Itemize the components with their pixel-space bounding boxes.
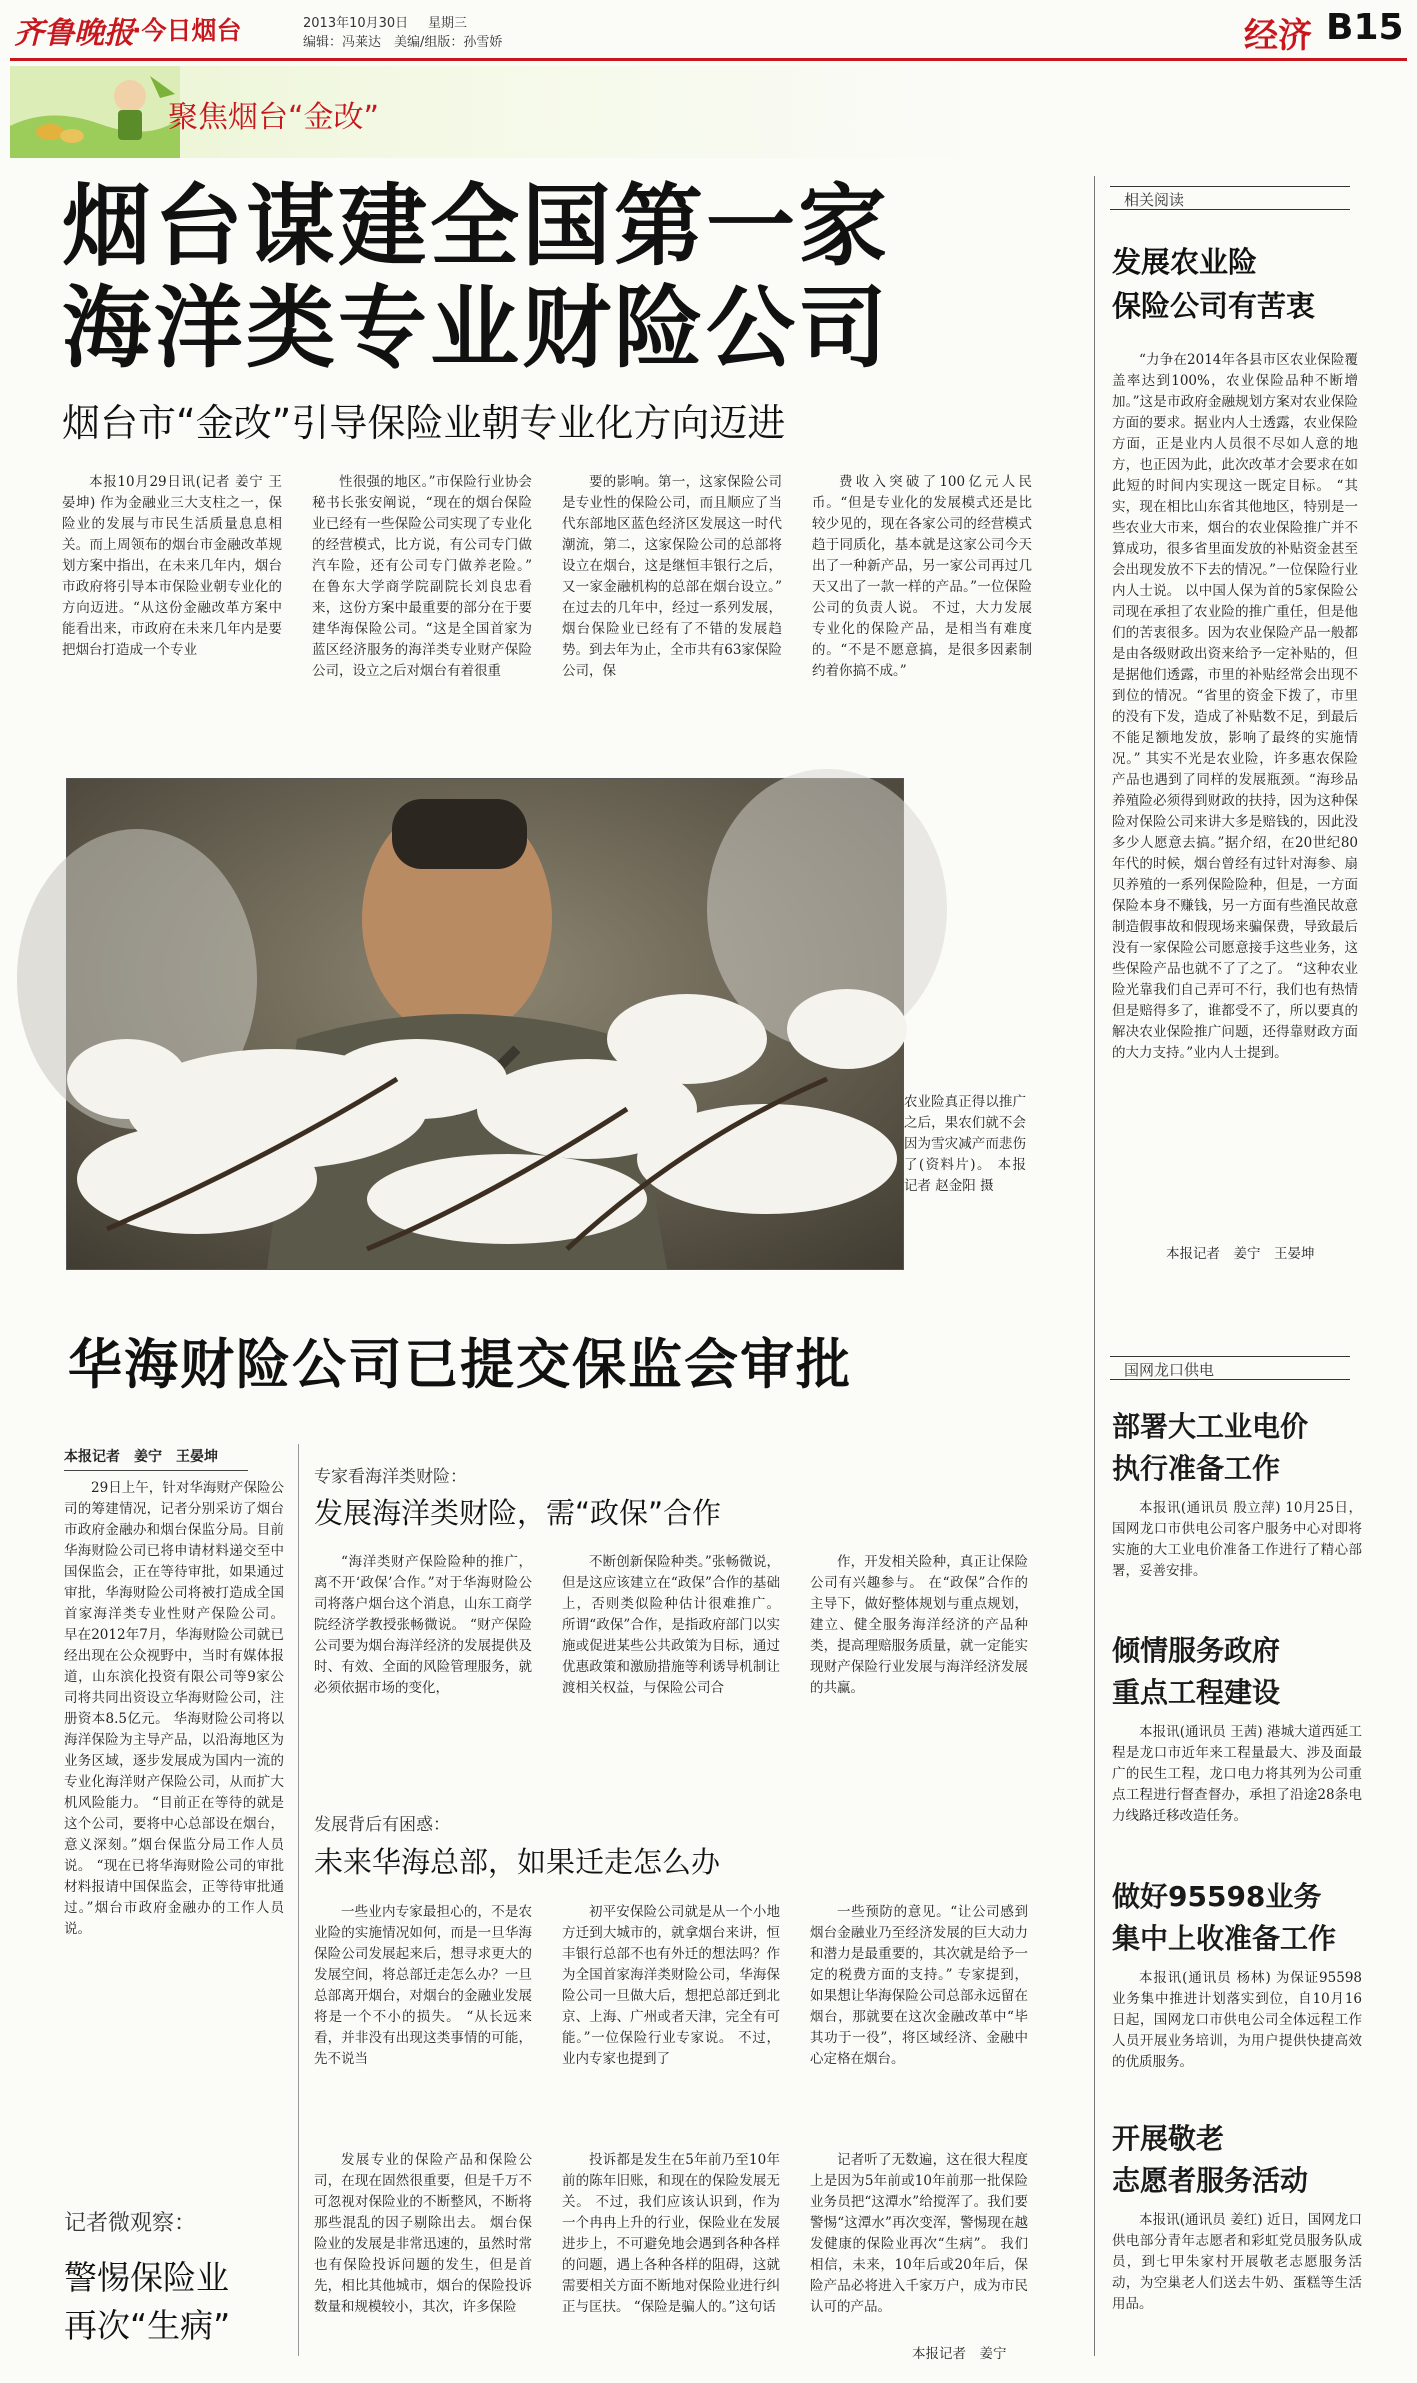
lead-column-3: 要的影响。第一，这家保险公司是专业性的保险公司，而且顺应了当代东部地区蓝色经济区发展这一时代潮流，第二，这家保险公司的总部将设立在烟台，这是继恒丰银行之后，又一家金融机构的总部在烟台设立。” 在过去的几年中，经过一系列发展，烟台保险业已经有了不错的发展趋势。到去年为止，全市共有63家保险公司，保	[562, 474, 782, 679]
issue-date: 2013年10月30日	[303, 16, 409, 31]
sidebar2-label	[1110, 1356, 1350, 1380]
lead-headline-line1: 烟台谋建全国第一家	[62, 174, 890, 278]
micro-title-line1: 警惕保险业	[64, 2258, 229, 2297]
sidebar2-item-body: 本报讯(通讯员 姜红) 近日，国网龙口供电部分青年志愿者和彩虹党员服务队成员，到七甲朱家村开展敬老志愿服务活动，为空巢老人们送去牛奶、蛋糕等生活用品。	[1112, 2212, 1362, 2312]
worry-title: 未来华海总部，如果迁走怎么办	[314, 1845, 721, 1879]
issue-weekday: 星期三	[428, 16, 468, 31]
page-editors: 编辑：冯莱达 美编/组版：孙雪娇	[303, 35, 503, 50]
sidebar2-item-body: 本报讯(通讯员 殷立萍) 10月25日，国网龙口市供电公司客户服务中心对即将实施的大工业电价准备工作进行了精心部署，妥善安排。	[1112, 1500, 1362, 1579]
photo-caption-box	[904, 1092, 1026, 1268]
sidebar2-item	[1112, 1876, 1362, 2075]
banner-title: 聚焦烟台“金改”	[168, 100, 380, 135]
lead-column-1: 本报10月29日讯(记者 姜宁 王晏坤) 作为金融业三大支柱之一，保险业的发展与市民生活质量息息相关。而上周领布的烟台市金融改革规划方案中指出，在未来几年内，烟台市政府将引导本市保险业朝专业化的方向迈进。“从这份金融改革方案中能看出来，市政府在未来几年内是要把烟台打造成一个专业	[62, 474, 282, 658]
sidebar2-item	[1112, 1630, 1362, 1829]
lead-column-4: 费收入突破了100亿元人民币。“但是专业化的发展模式还是比较少见的，现在各家公司的经营模式趋于同质化，基本就是这家公司今天出了一种新产品，另一家公司再过几天又出了一款一样的产品。”一位保险公司的负责人说。 不过，大力发展专业化的保险产品，是相当有难度的。“不是不愿意搞，是很多因素制约着你搞不成。”	[812, 474, 1032, 679]
byline-rule	[64, 1470, 248, 1471]
photo-caption: 农业险真正得以推广之后，果农们就不会因为雪灾减产而悲伤了(资料片)。 本报记者 赵金阳 摄	[904, 1094, 1026, 1194]
lead-headline	[62, 176, 1082, 380]
sidebar1-label	[1110, 186, 1350, 210]
expert-column-3: 作，开发相关险种，真正让保险公司有兴趣参与。 在“政保”合作的主导下，做好整体规划与重点规划，建立、健全服务海洋经济的产品种类，提高理赔服务质量，就一定能实现财产保险行业发展与海洋经济发展的共赢。	[810, 1554, 1028, 1696]
sidebar2-item-title: 做好95598业务	[1112, 1880, 1322, 1913]
paper-name: 齐鲁晚报	[14, 16, 134, 51]
sidebar2-item	[1112, 1406, 1362, 1584]
sidebar2-item-body: 本报讯(通讯员 杨林) 为保证95598业务集中推进计划落实到位，自10月16日起，国网龙口市供电公司全体远程工作人员开展业务培训，为用户提供快捷高效的优质服务。	[1112, 1970, 1362, 2070]
second-byline: 本报记者 姜宁 王晏坤	[64, 1449, 218, 1465]
sidebar1-body: “力争在2014年各县市区农业保险覆盖率达到100%，农业保险品种不断增加。”这是市政府金融规划方案对农业保险方面的要求。据业内人士透露，农业保险方面，正是业内人员很不尽如人意的地方，也正因为此，此次改革才会要求在如此短的时间内实现这一既定目标。 “其实，现在相比山东省其他地区，特别是一些农业大市来，烟台的农业保险推广并不算成功，很多省里面发放的补贴资金甚至会出现发放不下去的情况。”一位保险行业内人士说。 以中国人保为首的5家保险公司现在承担了农业险的推广重任，但是他们的苦衷很多。因为农业保险产品一般都是由各级财政出资来给予一定补贴的，但是据他们透露，市里的补贴经常会出现不到位的情况。“省里的资金下拨了，市里的没有下发，造成了补贴数不足，到最后不能足额地发放，影响了最终的实施情况。” 其实不光是农业险，许多惠农保险产品也遇到了同样的发展瓶颈。“海珍品养殖险必须得到财政的扶持，因为这种保险对保险公司来讲大多是赔钱的，因此没多少人愿意去搞。”据介绍，在20世纪80年代的时候，烟台曾经有过针对海参、扇贝养殖的一系列保险险种，但是，一方面保险本身不赚钱，另一方面有些渔民故意制造假事故和假现场来骗保费，导致最后没有一家保险公司愿意接手这些业务，这些保险产品也就不了了之了。 “这种农业险光靠我们自己弄可不行，我们也有热情但是赔得多了，谁都受不了，所以要真的解决农业保险推广问题，还得靠财政方面的大力支持。”业内人士提到。	[1112, 352, 1358, 1061]
lead-column-2: 性很强的地区。”市保险行业协会秘书长张安阐说，“现在的烟台保险业已经有一些保险公司实现了专业化的经营模式，比方说，有公司专门做汽车险，还有公司专门做养老险。” 在鲁东大学商学院副院长刘良忠看来，这份方案中最重要的部分在于要建华海保险公司。“这是全国首家为蓝区经济服务的海洋类专业财产保险公司，设立之后对烟台有着很重	[312, 474, 532, 679]
banner-illustration	[10, 66, 180, 158]
sidebar2-label-text: 国网龙口供电	[1124, 1361, 1215, 1379]
sidebar2-item-body: 本报讯(通讯员 王茜) 港城大道西延工程是龙口市近年来工程量最大、涉及面最广的民生工程，龙口电力将其列为公司重点工程进行督查督办，承担了沿途28条电力线路迁移改造任务。	[1112, 1724, 1362, 1824]
expert-column-2: 不断创新保险种类。”张畅微说，但是这应该建立在“政保”合作的基础上，否则类似险种估计很难推广。 所谓“政保”合作，是指政府部门以实施或促进某些公共政策为目标，通过优惠政策和激励措施等利诱导机制让渡相关权益，与保险公司合	[562, 1554, 780, 1696]
sidebar2-item-title: 志愿者服务活动	[1112, 2164, 1309, 2197]
micro-column-3: 记者听了无数遍，这在很大程度上是因为5年前或10年前那一批保险业务员把“这潭水”给搅浑了。我们要警惕“这潭水”再次变浑，警惕现在越发健康的保险业再次“生病”。 我们相信，未来，10年后或20年后，保险产品必将进入千家万户，成为市民认可的产品。	[810, 2152, 1028, 2315]
worry-column-2: 初平安保险公司就是从一个小地方迁到大城市的，就拿烟台来讲，恒丰银行总部不也有外迁的想法吗？作为全国首家海洋类财险公司，华海保险公司一旦做大后，想把总部迁到北京、上海、广州或者天津，完全有可能。”一位保险行业专家说。 不过，业内专家也提到了	[562, 1904, 780, 2067]
sidebar2-item-title: 重点工程建设	[1112, 1676, 1281, 1709]
second-divider	[298, 1444, 299, 2356]
worry-column-3: 一些预防的意见。“让公司感到烟台金融业乃至经济发展的巨大动力和潜力是最重要的，其次就是给予一定的税费方面的支持。” 专家提到，如果想让华海保险公司总部永远留在烟台，那就要在这次金融改革中“毕其功于一役”，将区域经济、金融中心定格在烟台。	[810, 1904, 1028, 2067]
sidebar1-label-text: 相关阅读	[1124, 191, 1185, 209]
sidebar2-item-title: 倾情服务政府	[1112, 1634, 1281, 1667]
expert-label: 专家看海洋类财险：	[314, 1467, 467, 1487]
micro-byline: 本报记者 姜宁	[912, 2346, 1007, 2362]
second-headline: 华海财险公司已提交保监会审批	[68, 1333, 852, 1396]
sidebar1-byline: 本报记者 姜宁 王晏坤	[1166, 1246, 1315, 1262]
worry-column-1: 一些业内专家最担心的，不是农业险的实施情况如何，而是一旦华海保险公司发展起来后，想寻求更大的发展空间，将总部迁走怎么办？一旦总部离开烟台，对烟台的金融业发展将是一个不小的损失。 “从长远来看，并非没有出现这类事情的可能，先不说当	[314, 1904, 532, 2067]
second-left-column: 29日上午，针对华海财产保险公司的筹建情况，记者分别采访了烟台市政府金融办和烟台保监分局。目前华海财险公司已将申请材料递交至中国保监会，正在等待审批，如果通过审批，华海财险公司将被打造成全国首家海洋类专业性财产保险公司。 早在2012年7月，华海财险公司就已经出现在公众视野中，当时有媒体报道，山东滨化投资有限公司等9家公司将共同出资设立华海财险公司，注册资本8.5亿元。 华海财险公司将以海洋保险为主导产品，以沿海地区为业务区域，逐步发展成为国内一流的专业化海洋财产保险公司，从而扩大机风险能力。 “目前正在等待的就是这个公司，要将中心总部设在烟台，意义深刻。”烟台保监分局工作人员说。 “现在已将华海财险公司的审批材料报请中国保监会，正等待审批通过。”烟台市政府金融办的工作人员说。	[64, 1480, 284, 1937]
expert-column-1: “海洋类财产保险险种的推广，离不开‘政保’合作。”对于华海财险公司将落户烟台这个消息，山东工商学院经济学教授张畅微说。 “财产保险公司要为烟台海洋经济的发展提供及时、有效、全面的风险管理服务，就必须依据市场的变化，	[314, 1554, 532, 1696]
lead-headline-line2: 海洋类专业财险公司	[62, 276, 890, 380]
section-name: ·今日烟台	[132, 16, 242, 45]
masthead-rule	[10, 58, 1407, 61]
sidebar2-item-title: 执行准备工作	[1112, 1452, 1281, 1485]
expert-title: 发展海洋类财险，需“政保”合作	[314, 1496, 722, 1530]
sidebar2-item-title: 集中上收准备工作	[1112, 1922, 1337, 1955]
micro-label: 记者微观察：	[64, 2211, 197, 2236]
news-photo	[66, 778, 904, 1270]
sidebar2-item-title: 开展敬老	[1112, 2122, 1225, 2155]
page-category: 经济	[1244, 16, 1312, 56]
sidebar-rule	[1094, 176, 1095, 2356]
micro-column-1: 发展专业的保险产品和保险公司，在现在固然很重要，但是千万不可忽视对保险业的不断整风，不断将那些混乱的因子剔除出去。 烟台保险业的发展是非常迅速的，虽然时常也有保险投诉问题的发生，但是首先，相比其他城市，烟台的保险投诉数量和规模较小，其次，许多保险	[314, 2152, 532, 2315]
lead-subheadline: 烟台市“金改”引导保险业朝专业化方向迈进	[62, 401, 786, 445]
sidebar1-title-line1: 发展农业险	[1112, 245, 1258, 279]
masthead	[0, 0, 1417, 62]
worry-label: 发展背后有困惑：	[314, 1815, 450, 1835]
photo-image	[67, 779, 903, 1269]
sidebar2-item	[1112, 2118, 1362, 2317]
sidebar2-item-title: 部署大工业电价	[1112, 1410, 1309, 1443]
micro-column-2: 投诉都是发生在5年前乃至10年前的陈年旧账，和现在的保险发展无关。 不过，我们应该认识到，作为一个冉冉上升的行业，保险业在发展进步上，不可避免地会遇到各种各样的问题，遇上各种各样的阻碍，这就需要相关方面不断地对保险业进行纠正与匡扶。 “保险是骗人的。”这句话	[562, 2152, 780, 2315]
page-number: B15	[1326, 7, 1404, 48]
micro-title-line2: 再次“生病”	[64, 2306, 231, 2345]
topic-banner	[10, 66, 1407, 158]
sidebar1-title-line2: 保险公司有苦衷	[1112, 289, 1316, 323]
